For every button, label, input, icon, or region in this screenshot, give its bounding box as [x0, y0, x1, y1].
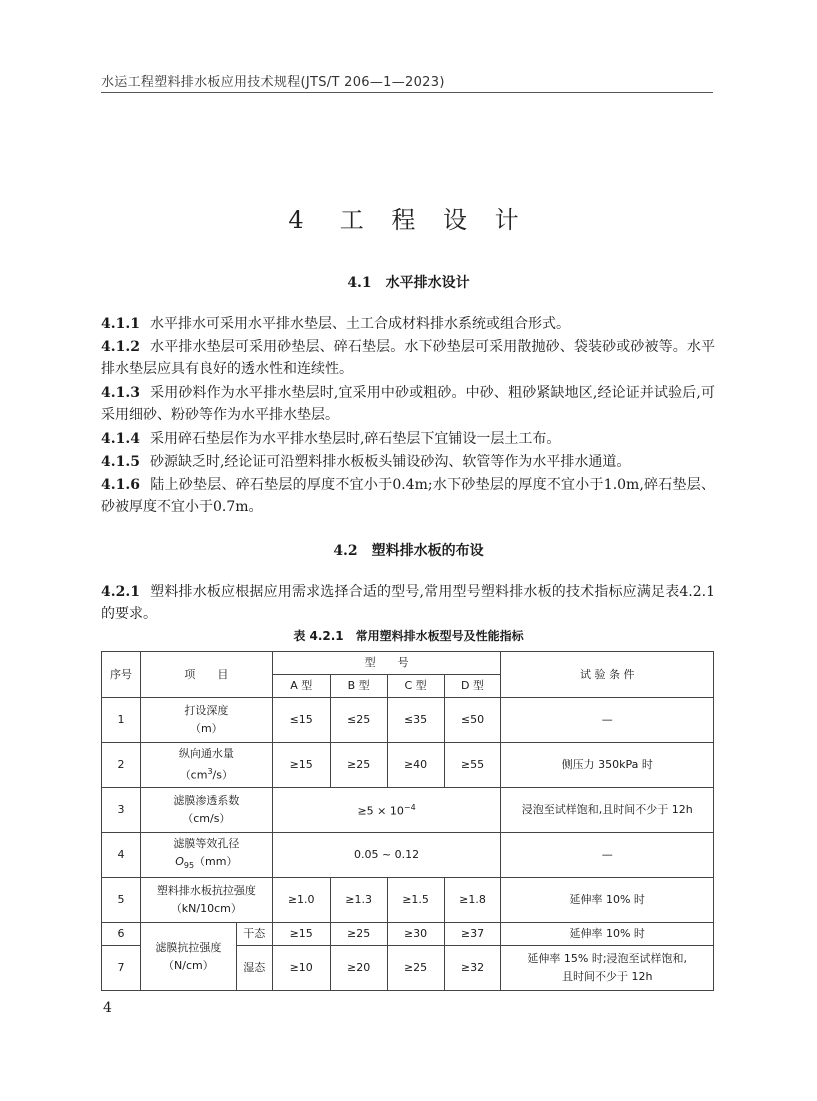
header-type-a: A 型	[272, 675, 330, 698]
table-row	[102, 698, 714, 743]
header-rule	[101, 92, 713, 93]
table-row	[102, 923, 714, 946]
header-type-b: B 型	[330, 675, 387, 698]
clause-number: 4.2.1	[101, 584, 140, 600]
table-row	[102, 878, 714, 923]
cell-seq: 5	[102, 878, 141, 923]
cell-value-d: ≥32	[444, 946, 501, 991]
header-condition: 试 验 条 件	[501, 652, 714, 698]
cell-value-c: ≥40	[387, 743, 444, 788]
cell-item: 打设深度 （m）	[140, 698, 272, 743]
section-title-4-1	[0, 272, 817, 292]
clause-text: 砂源缺乏时,经论证可沿塑料排水板板头铺设砂沟、软管等作为水平排水通道。	[149, 454, 631, 470]
cell-value-d: ≥55	[444, 743, 501, 788]
header-type-d: D 型	[444, 675, 501, 698]
section-title-4-2	[0, 540, 817, 560]
section-number: 4.2	[333, 543, 358, 559]
cell-value-c: ≥30	[387, 923, 444, 946]
header-type-group: 型 号	[272, 652, 501, 675]
cell-value-b: ≤25	[330, 698, 387, 743]
cell-seq: 1	[102, 698, 141, 743]
clause-number: 4.1.3	[101, 385, 140, 401]
cell-condition: 浸泡至试样饱和,且时间不少于 12h	[501, 788, 714, 833]
cell-value-a: ≥15	[272, 743, 330, 788]
clause-text: 塑料排水板应根据应用需求选择合适的型号,常用型号塑料排水板的技术指标应满足表4.2.1的要求。	[101, 584, 715, 622]
chapter-title	[0, 200, 817, 235]
section-name: 水平排水设计	[385, 275, 470, 291]
clause-4-1-4	[101, 428, 715, 450]
page-number: 4	[103, 1000, 112, 1016]
clause-number: 4.1.6	[101, 477, 140, 493]
clause-text: 水平排水垫层可采用砂垫层、碎石垫层。水下砂垫层可采用散抛砂、袋装砂或砂被等。水平排水垫层应具有良好的透水性和连续性。	[101, 339, 715, 377]
cell-state: 湿态	[236, 946, 272, 991]
cell-value-all: 0.05 ~ 0.12	[272, 833, 501, 878]
clause-number: 4.1.2	[101, 339, 140, 355]
section-number: 4.1	[347, 275, 372, 291]
clause-text: 采用砂料作为水平排水垫层时,宜采用中砂或粗砂。中砂、粗砂紧缺地区,经论证并试验后,可采用细砂、粉砂等作为水平排水垫层。	[101, 385, 715, 423]
table-row	[102, 788, 714, 833]
table-title: 常用塑料排水板型号及性能指标	[355, 629, 524, 643]
clause-number: 4.1.4	[101, 431, 140, 447]
clause-number: 4.1.1	[101, 316, 140, 332]
clause-text: 采用碎石垫层作为水平排水垫层时,碎石垫层下宜铺设一层土工布。	[149, 431, 561, 447]
header-seq: 序号	[102, 652, 141, 698]
cell-item: 滤膜等效孔径 $O_{95}(mm)$	[140, 833, 272, 878]
cell-value-a: ≥10	[272, 946, 330, 991]
spec-table	[101, 651, 714, 991]
cell-value-b: ≥20	[330, 946, 387, 991]
cell-seq: 4	[102, 833, 141, 878]
table-header-row	[102, 652, 714, 675]
section-name: 塑料排水板的布设	[371, 543, 484, 559]
chapter-name: 工 程 设 计	[339, 206, 529, 234]
cell-value-a: ≥1.0	[272, 878, 330, 923]
table-row	[102, 833, 714, 878]
header-type-c: C 型	[387, 675, 444, 698]
table-row	[102, 743, 714, 788]
cell-value-a: ≤15	[272, 698, 330, 743]
cell-value-d: ≥37	[444, 923, 501, 946]
cell-condition: 侧压力 350kPa 时	[501, 743, 714, 788]
cell-item: 塑料排水板抗拉强度 （kN/10cm）	[140, 878, 272, 923]
clause-4-2-1	[101, 581, 715, 625]
clause-number: 4.1.5	[101, 454, 140, 470]
cell-seq: 6	[102, 923, 141, 946]
header-item: 项 目	[140, 652, 272, 698]
cell-value-b: ≥25	[330, 743, 387, 788]
cell-condition: —	[501, 698, 714, 743]
table-number: 表 4.2.1	[293, 629, 344, 643]
cell-item: 滤膜抗拉强度 （N/cm）	[140, 923, 236, 991]
chapter-number: 4	[288, 206, 314, 234]
cell-value-b: ≥25	[330, 923, 387, 946]
cell-seq: 2	[102, 743, 141, 788]
cell-seq: 7	[102, 946, 141, 991]
cell-value-d: ≥1.8	[444, 878, 501, 923]
clause-4-1-3	[101, 382, 715, 426]
cell-value-d: ≤50	[444, 698, 501, 743]
cell-value-c: ≥1.5	[387, 878, 444, 923]
cell-state: 干态	[236, 923, 272, 946]
cell-value-b: ≥1.3	[330, 878, 387, 923]
cell-condition: —	[501, 833, 714, 878]
cell-seq: 3	[102, 788, 141, 833]
clause-4-1-2	[101, 336, 715, 380]
cell-condition: 延伸率 10% 时	[501, 923, 714, 946]
cell-condition: 延伸率 15% 时;浸泡至试样饱和, 且时间不少于 12h	[501, 946, 714, 991]
running-header: 水运工程塑料排水板应用技术规程(JTS/T 206—1—2023)	[101, 75, 445, 90]
cell-item: 纵向通水量 $(cm^3/s)$	[140, 743, 272, 788]
clause-4-1-1	[101, 313, 715, 335]
clause-4-1-6	[101, 474, 715, 518]
clause-text: 水平排水可采用水平排水垫层、土工合成材料排水系统或组合形式。	[149, 316, 570, 332]
cell-item: 滤膜渗透系数 （cm/s）	[140, 788, 272, 833]
cell-value-all: $\ge 5 \times 10^{-4}$	[272, 788, 501, 833]
cell-condition: 延伸率 10% 时	[501, 878, 714, 923]
cell-value-c: ≥25	[387, 946, 444, 991]
cell-value-a: ≥15	[272, 923, 330, 946]
cell-value-c: ≤35	[387, 698, 444, 743]
clause-4-1-5	[101, 451, 715, 473]
table-caption	[0, 627, 817, 644]
clause-text: 陆上砂垫层、碎石垫层的厚度不宜小于0.4m;水下砂垫层的厚度不宜小于1.0m,碎石垫层、砂被厚度不宜小于0.7m。	[101, 477, 715, 515]
